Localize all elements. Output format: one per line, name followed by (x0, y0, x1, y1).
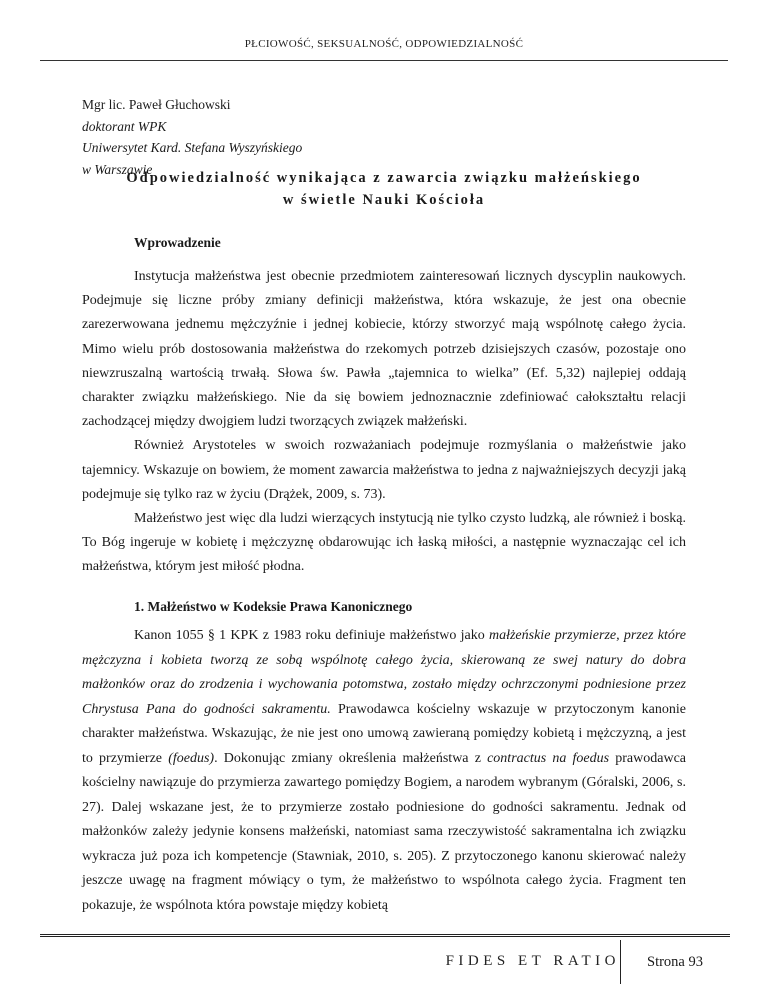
section-1-heading: 1. Małżeństwo w Kodeksie Prawa Kanonicznego (134, 599, 413, 614)
page-number: Strona 93 (620, 940, 729, 984)
author-university: Uniwersytet Kard. Stefana Wyszyńskiego (82, 140, 303, 155)
author-name: Mgr lic. Paweł Głuchowski (82, 97, 231, 112)
text-run: prawodawca kościelny nawiązuje do przymierza zawartego pomiędzy Bogiem, a narodem wybranym (Góralski, 2006, s. 27). Dalej wskazane jest, że to przymierze zostało podniesione do godności sakramentu. Jednak od małżonków zależy jedynie konsens małżeński, natomiast sama rzeczywistość sakramentalna ich związku wykracza już poza ich kompetencje (Stawniak, 2010, s. 205). Z przytoczonego kanonu skierować należy jeszcze uwagę na fragment mówiący o tym, że małżeństwo to wspólnota całego życia. Fragment ten pokazuje, że wspólnota która powstaje między kobietą (82, 750, 687, 913)
running-header: PŁCIOWOŚĆ, SEKSUALNOŚĆ, ODPOWIEDZIALNOŚĆ (244, 38, 524, 50)
intro-heading: Wprowadzenie (134, 235, 221, 250)
title-line-1: Odpowiedzialność wynikająca z zawarcia związku małżeńskiego (126, 170, 642, 186)
latin-term: (foedus) (168, 750, 215, 766)
intro-paragraph: Instytucja małżeństwa jest obecnie przedmiotem zainteresowań licznych dyscyplin naukowych. Podejmuje się liczne próby zmiany definicji małżeństwa, która wskazuje, że jest ona obecnie zarezerwowana jednemu mężczyźnie i jednej kobiecie, którzy stworzyć mają wspólnotę całego życia. Mimo wielu prób dostosowania małżeństwa do rzekomych potrzeb dzisiejszych czasów, pozostaje ono niewzruszalną wartością trwałą. Słowa św. Pawła „tajemnica to wielka” (Ef. 5,32) najlepiej oddają charakter związku małżeńskiego. Nie da się bowiem jednoznacznie zdefiniować całokształtu relacji zachodzącej między dwojgiem ludzi tworzących związek małżeński. (82, 269, 686, 430)
footer-rule (40, 934, 730, 937)
title-line-2: w świetle Nauki Kościoła (282, 192, 486, 208)
author-city: w Warszawie (82, 161, 153, 177)
text-run: Prawodawca kościelny wskazuje w przytoczonym kanonie charakter małżeństwa. Wskazując, że nie jest ono umową zawieraną pomiędzy kobietą i mężczyzną, a jest to przymierze (82, 701, 686, 766)
journal-name: FIDES ET RATIO (445, 953, 620, 969)
author-role: doktorant WPK (82, 118, 167, 134)
section-1-body (82, 624, 686, 918)
header-rule (40, 60, 728, 61)
latin-term: contractus na foedus (487, 750, 610, 766)
text-run: . Dokonując zmiany określenia małżeństwa z (214, 750, 488, 766)
article-title (82, 167, 686, 211)
intro-paragraph: Małżeństwo jest więc dla ludzi wierzących instytucją nie tylko czysto ludzką, ale również i boską. To Bóg ingeruje w kobietę i mężczyznę obdarowując ich łaską miłości, a następnie wyznaczając cel ich małżeństwa, którym jest miłość płodna. (82, 511, 686, 575)
intro-body (82, 265, 686, 580)
section-1-paragraph (82, 624, 686, 918)
intro-paragraph: Również Arystoteles w swoich rozważaniach podejmuje rozmyślania o małżeństwie jako tajemnicy. Wskazuje on bowiem, że moment zawarcia małżeństwa to jedna z najważniejszych decyzji jaką podejmuje się tylko raz w życiu (Drążek, 2009, s. 73). (82, 438, 686, 502)
canon-quote: małżeńskie przymierze, przez które mężczyzna i kobieta tworzą ze sobą wspólnotę całego życia, skierowaną ze swej natury do dobra małżonków oraz do zrodzenia i wychowania potomstwa, zostało między ochrzczonymi podniesione przez Chrystusa Pana do godności sakramentu. (82, 628, 686, 717)
text-run: Kanon 1055 § 1 KPK z 1983 roku definiuje małżeństwo jako (134, 628, 489, 643)
